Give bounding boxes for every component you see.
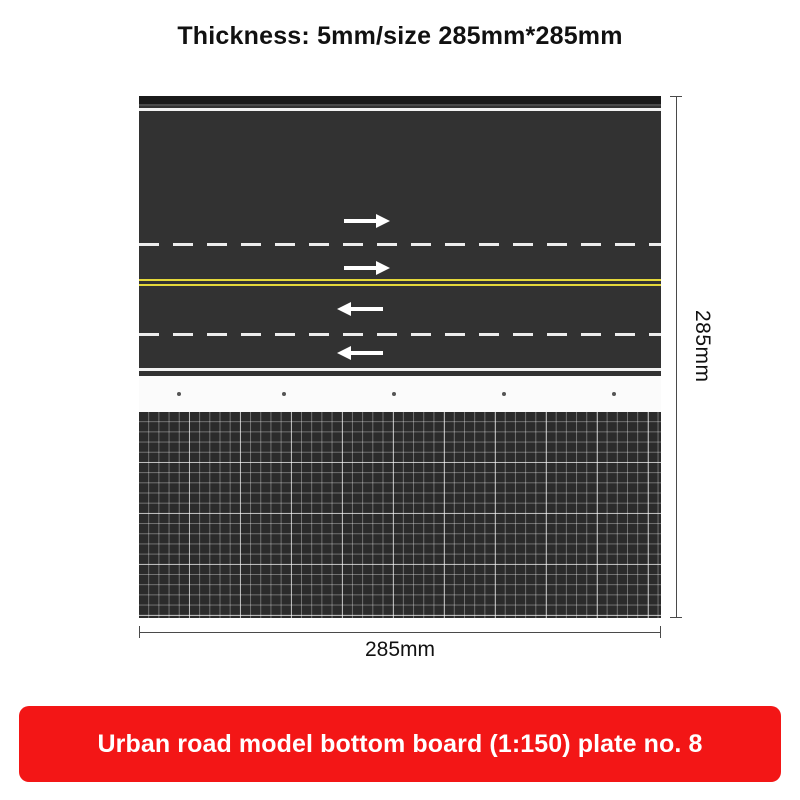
dimension-label-width: 285mm	[364, 638, 436, 661]
dimension-tick-top	[670, 96, 682, 97]
product-caption-banner	[19, 706, 781, 782]
lane-dash-line-upper	[139, 243, 661, 246]
dimension-line-vertical	[676, 96, 677, 618]
sidewalk-dot	[282, 392, 286, 396]
lane-dash-line-lower	[139, 333, 661, 336]
road-edge-line-bottom	[139, 368, 661, 371]
sidewalk-band	[139, 376, 661, 412]
sidewalk-dot	[177, 392, 181, 396]
board-top-edge	[139, 96, 661, 104]
product-board	[139, 96, 661, 618]
arrow-right-icon	[344, 214, 390, 228]
road-edge-line-top	[139, 108, 661, 111]
sidewalk-dot	[392, 392, 396, 396]
page-title: Thickness: 5mm/size 285mm*285mm	[177, 22, 623, 50]
road-board-graphic	[139, 96, 661, 618]
dimension-label-height: 285mm	[691, 310, 714, 383]
sidewalk-dot	[612, 392, 616, 396]
grid-pavement-area	[139, 412, 661, 618]
dimension-tick-bottom	[670, 617, 682, 618]
center-yellow-line-a	[139, 279, 661, 281]
arrow-right-icon	[344, 261, 390, 275]
dimension-tick-right	[660, 626, 661, 638]
product-caption-text: Urban road model bottom board (1:150) plate no. 8	[97, 729, 703, 758]
center-yellow-line-b	[139, 284, 661, 286]
sidewalk-dot	[502, 392, 506, 396]
dimension-tick-left	[139, 626, 140, 638]
dimension-line-horizontal	[139, 632, 661, 633]
arrow-left-icon	[337, 346, 383, 360]
arrow-left-icon	[337, 302, 383, 316]
